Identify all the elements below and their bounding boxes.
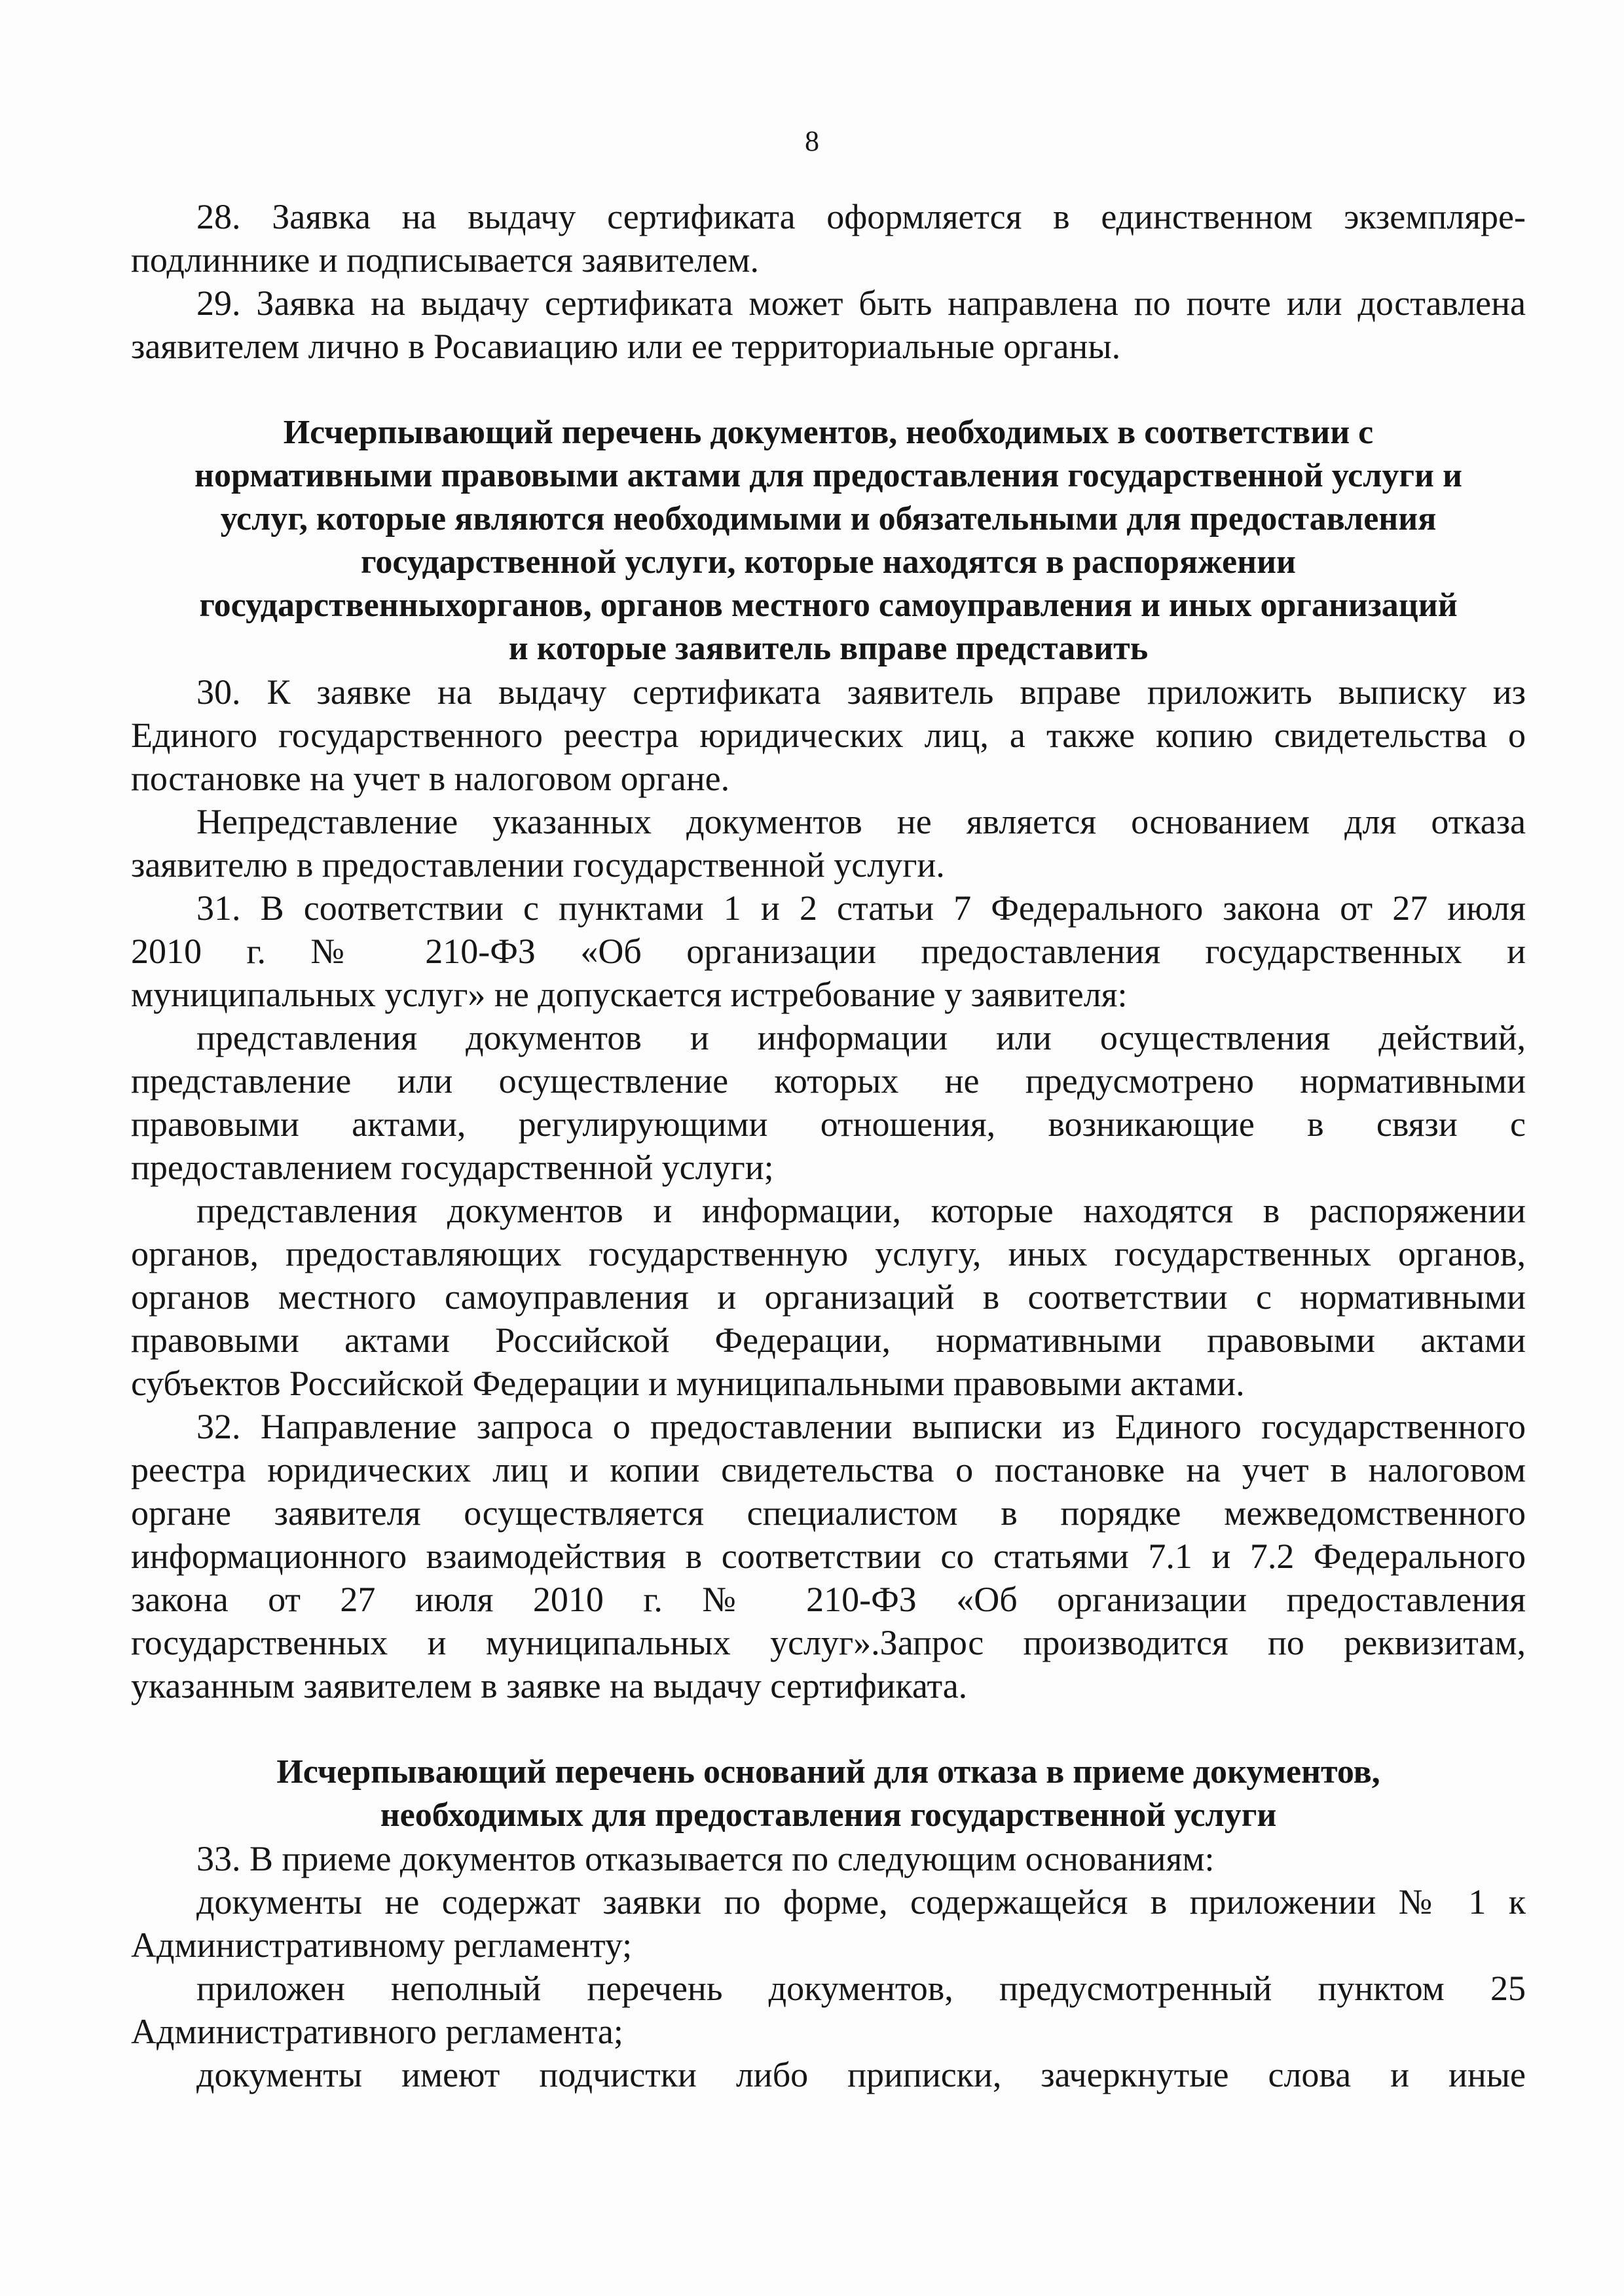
section-heading: государственной услуги, которые находятся в распоряжении	[361, 543, 1296, 581]
text-line: 33. В приеме документов отказывается по следующим основаниям:	[196, 1839, 1215, 1878]
text-line: 32. Направление запроса о предоставлении выписки из Единого государственного	[196, 1407, 1526, 1446]
section-heading: государственныхорганов, органов местного самоуправления и иных организаций	[199, 587, 1458, 624]
text-line: документы не содержат заявки по форме, содержащейся в приложении № 1 к	[196, 1882, 1526, 1922]
text-line: органов, предоставляющих государственную услугу, иных государственных органов,	[131, 1234, 1526, 1273]
text-line: Единого государственного реестра юридических лиц, а также копию свидетельства о	[131, 716, 1526, 755]
text-line: предоставлением государственной услуги;	[131, 1148, 774, 1187]
text-line: 30. К заявке на выдачу сертификата заявитель вправе приложить выписку из	[196, 672, 1526, 712]
text-line: Административного регламента;	[131, 2012, 623, 2051]
text-line: документы имеют подчистки либо приписки, зачеркнутые слова и иные	[196, 2055, 1526, 2094]
text-line: приложен неполный перечень документов, предусмотренный пунктом 25	[196, 1969, 1526, 2008]
text-line: органов местного самоуправления и организаций в соответствии с нормативными	[131, 1277, 1526, 1317]
text-line: постановке на учет в налоговом органе.	[131, 759, 730, 798]
section-heading: Исчерпывающий перечень оснований для отказа в приеме документов,	[276, 1753, 1380, 1791]
text-line: муниципальных услуг» не допускается истребование у заявителя:	[131, 975, 1128, 1014]
text-line: заявителем лично в Росавиацию или ее территориальные органы.	[131, 327, 1121, 366]
section-heading: и которые заявитель вправе представить	[508, 630, 1149, 667]
text-line: государственных и муниципальных услуг».Запрос производится по реквизитам,	[131, 1623, 1526, 1662]
text-line: субъектов Российской Федерации и муниципальными правовыми актами.	[131, 1364, 1245, 1403]
text-line: закона от 27 июля 2010 г. № 210-ФЗ «Об организации предоставления	[131, 1580, 1526, 1619]
text-line: представление или осуществление которых не предусмотрено нормативными	[131, 1061, 1526, 1101]
text-line: реестра юридических лиц и копии свидетельства о постановке на учет в налоговом	[131, 1450, 1526, 1489]
text-line: Непредставление указанных документов не является основанием для отказа	[196, 802, 1526, 841]
text-line: подлиннике и подписывается заявителем.	[131, 240, 759, 280]
page-number: 8	[805, 125, 819, 157]
text-line: представления документов и информации, которые находятся в распоряжении	[196, 1191, 1526, 1230]
section-heading: Исчерпывающий перечень документов, необходимых в соответствии с	[283, 414, 1374, 451]
text-line: правовыми актами Российской Федерации, нормативными правовыми актами	[131, 1321, 1526, 1360]
text-line: 28. Заявка на выдачу сертификата оформляется в единственном экземпляре-	[196, 197, 1526, 236]
section-heading: нормативными правовыми актами для предоставления государственной услуги и	[194, 457, 1462, 494]
text-line: 2010 г. № 210-ФЗ «Об организации предоставления государственных и	[131, 932, 1526, 971]
text-line: 31. В соответствии с пунктами 1 и 2 статьи 7 Федерального закона от 27 июля	[196, 888, 1526, 928]
text-line: правовыми актами, регулирующими отношения, возникающие в связи с	[131, 1104, 1526, 1144]
text-line: 29. Заявка на выдачу сертификата может быть направлена по почте или доставлена	[196, 283, 1526, 323]
text-line: информационного взаимодействия в соответствии со статьями 7.1 и 7.2 Федерального	[131, 1537, 1526, 1576]
section-heading: услуг, которые являются необходимыми и обязательными для предоставления	[220, 500, 1437, 538]
text-line: указанным заявителем в заявке на выдачу сертификата.	[131, 1666, 968, 1705]
section-heading: необходимых для предоставления государственной услуги	[380, 1796, 1277, 1834]
text-line: представления документов и информации или осуществления действий,	[196, 1018, 1526, 1057]
text-line: органе заявителя осуществляется специалистом в порядке межведомственного	[131, 1493, 1526, 1533]
text-line: заявителю в предоставлении государственной услуги.	[131, 845, 945, 884]
text-line: Административному регламенту;	[131, 1925, 633, 1965]
